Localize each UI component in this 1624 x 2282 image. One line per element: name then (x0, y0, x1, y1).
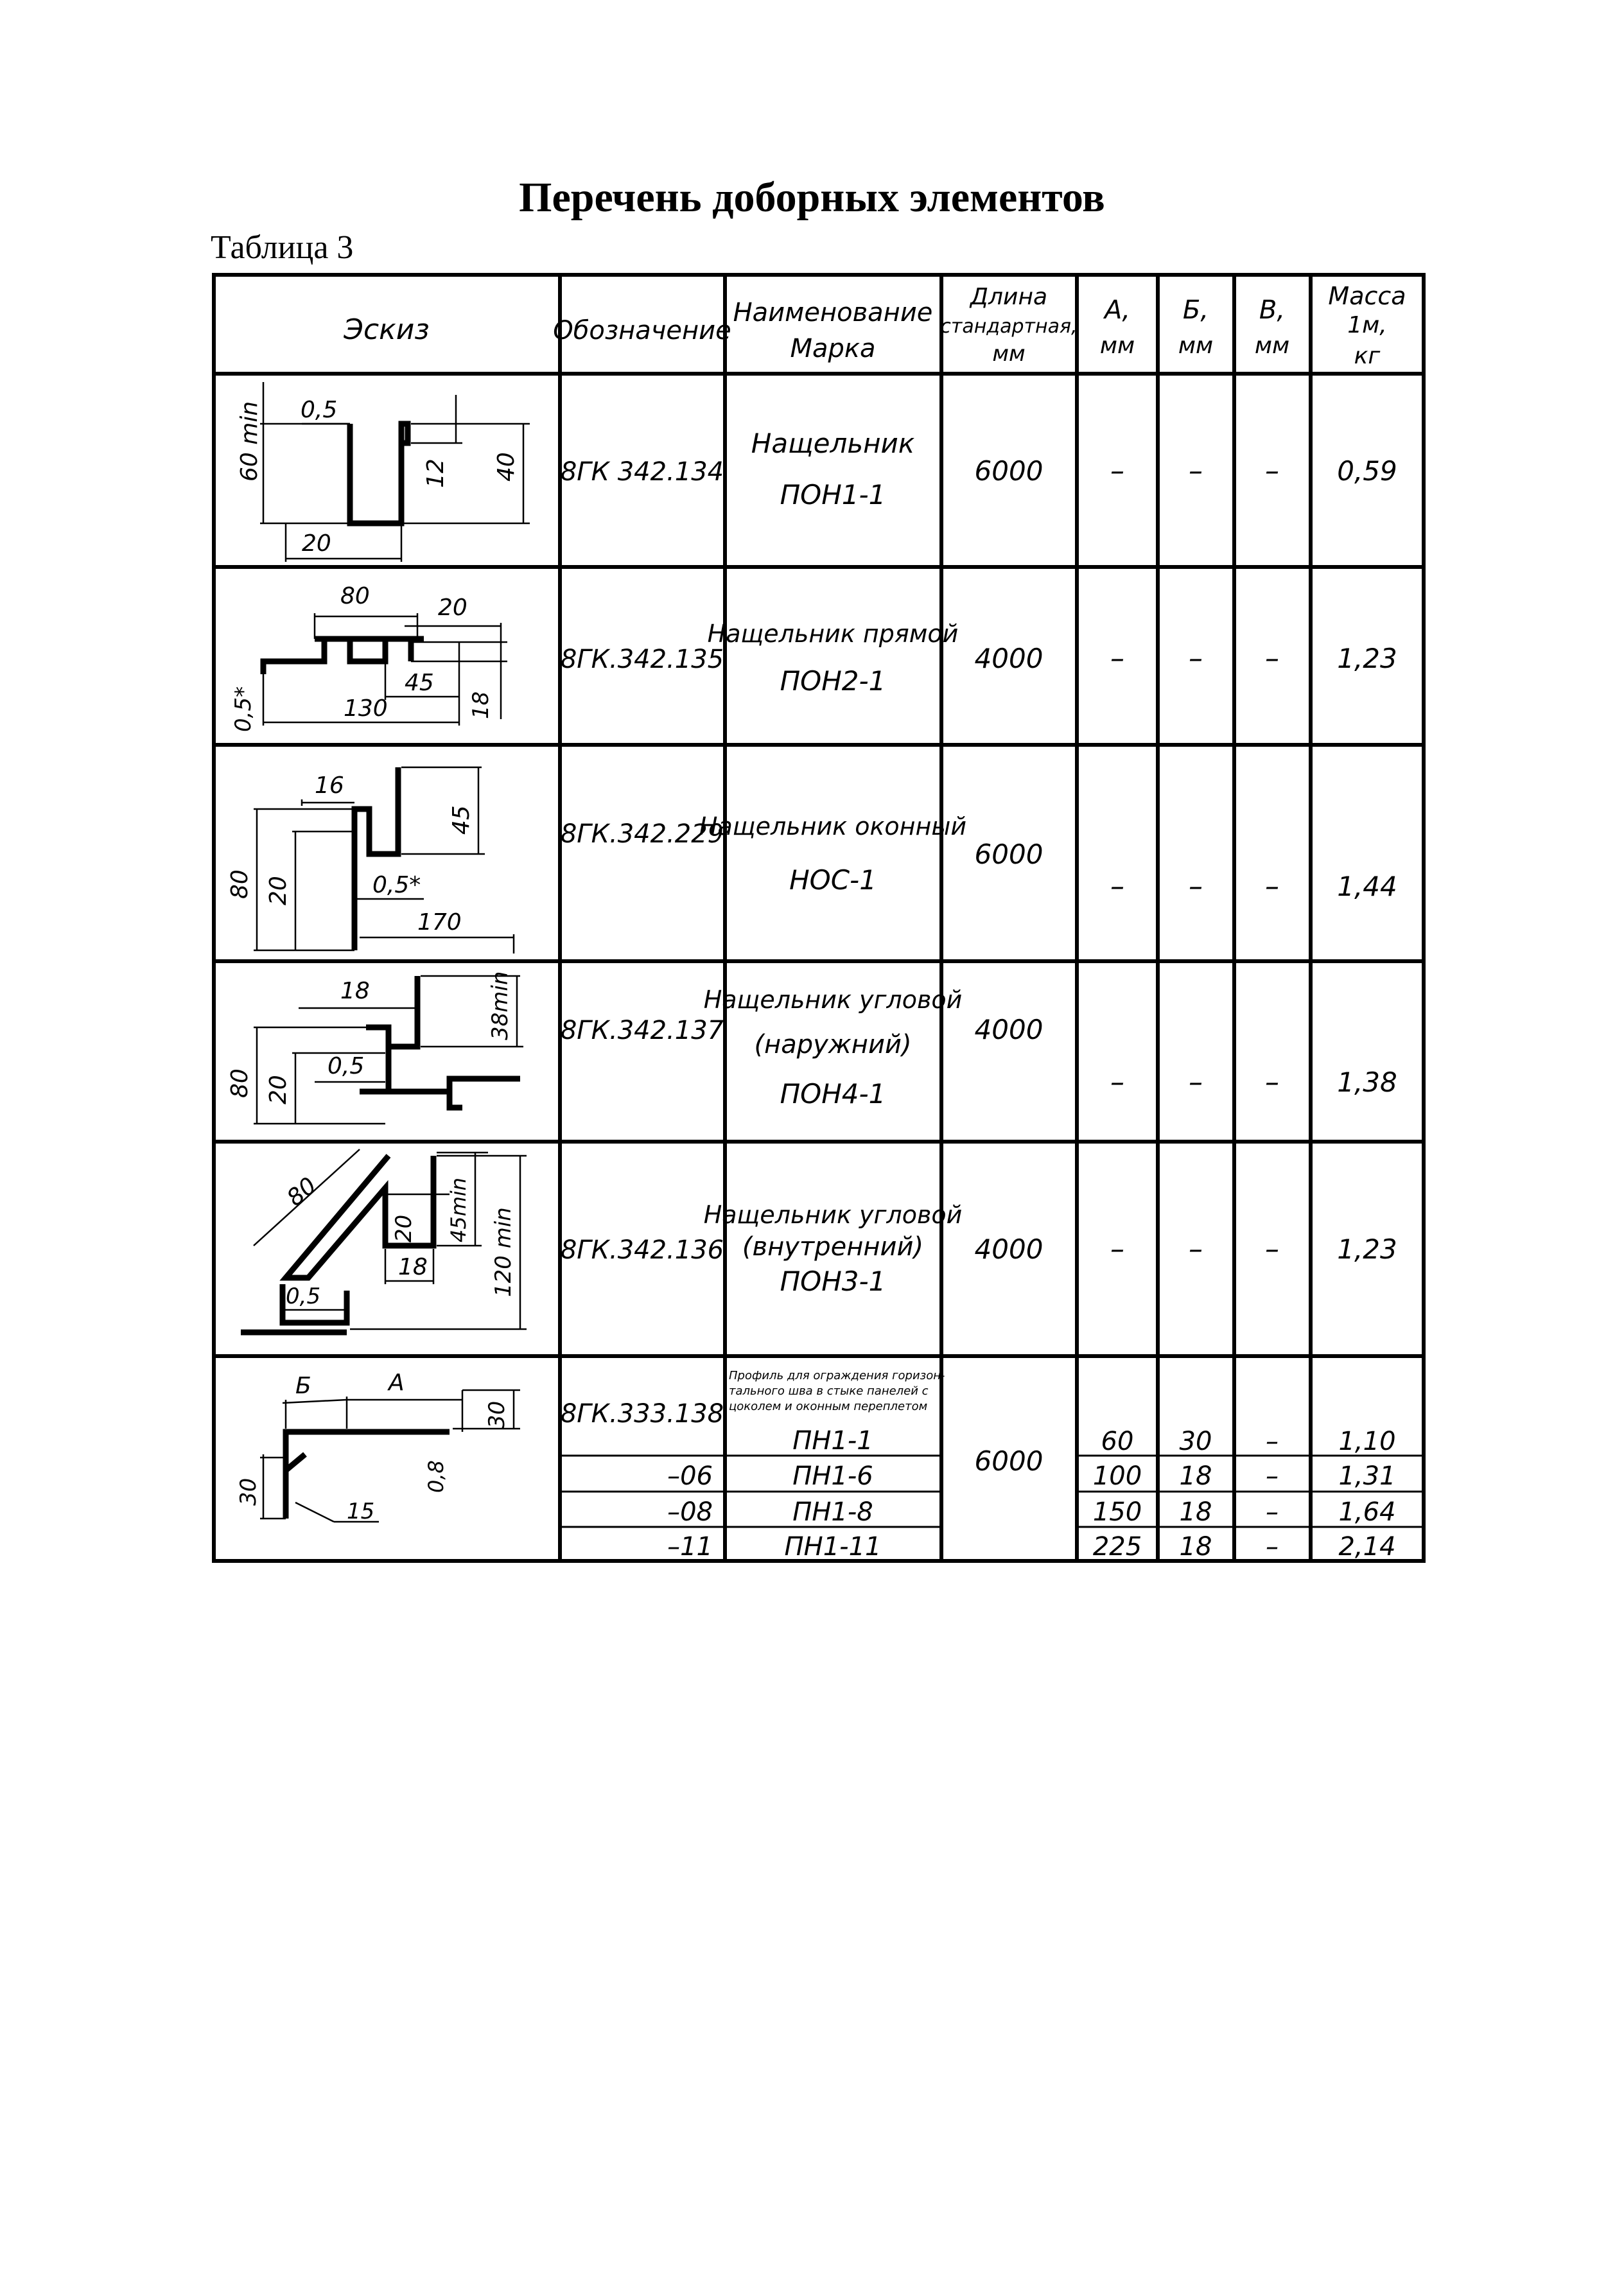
length-cell: 6000 (974, 455, 1043, 487)
v-cell: – (1265, 455, 1279, 487)
a-cell: 150 (1092, 1497, 1142, 1527)
name-cell-line2: (внутренний) (742, 1232, 924, 1262)
row-lines (214, 374, 1424, 1527)
name-cell: Нащельник угловой (703, 986, 963, 1014)
table-row (236, 1369, 1396, 1562)
sketch-dim: 170 (417, 909, 462, 936)
sub-row (667, 1532, 1395, 1562)
a-cell: – (1110, 1066, 1124, 1099)
mark-cell: ПН1-11 (784, 1532, 882, 1562)
name-cell-line2: тального шва в стыке панелей с (729, 1384, 929, 1398)
v-cell: – (1266, 1532, 1279, 1562)
header-a-line2: мм (1099, 333, 1135, 359)
header-mass-line2: 1м, (1347, 312, 1387, 338)
designation-cell: –08 (667, 1497, 713, 1527)
sketch-dim: 45 (448, 805, 475, 835)
sketch-dim: Б (295, 1373, 311, 1399)
sketch-dim: 38min (487, 971, 513, 1040)
mark-cell: ПН1-6 (792, 1461, 873, 1491)
b-cell: – (1189, 1066, 1203, 1099)
a-cell: – (1110, 870, 1124, 903)
mark-cell: ПОН2-1 (780, 665, 886, 697)
sketch-dim: 45min (446, 1177, 471, 1242)
sketch-dim: 30 (236, 1477, 261, 1506)
name-cell-line2: (наружний) (754, 1030, 912, 1059)
table-frame (214, 275, 1424, 1561)
mass-cell: 1,38 (1337, 1067, 1397, 1098)
header-length-line2: стандартная, (940, 315, 1078, 338)
header-name-line1: Наименование (733, 298, 933, 327)
b-cell: – (1189, 870, 1203, 903)
header-v-line1: В, (1259, 295, 1286, 325)
mark-cell: ПН1-1 (792, 1426, 873, 1456)
name-cell: Нащельник угловой (703, 1201, 963, 1229)
length-cell: 6000 (974, 1445, 1043, 1477)
mark-cell: ПН1-8 (792, 1497, 873, 1527)
name-cell: Нащельник оконный (699, 812, 967, 841)
a-cell: 60 (1101, 1427, 1134, 1456)
v-cell: – (1266, 1461, 1279, 1491)
v-cell: – (1266, 1427, 1279, 1456)
a-cell: 225 (1092, 1532, 1142, 1562)
length-cell: 6000 (974, 839, 1043, 870)
v-cell: – (1266, 1497, 1279, 1527)
sketch-dim: 12 (423, 458, 449, 488)
name-cell: Нащельник (751, 428, 915, 459)
header-length-line3: мм (992, 341, 1026, 367)
sketch-dim: 20 (302, 530, 331, 557)
b-cell: 30 (1179, 1427, 1212, 1456)
sketch-dim: 30 (484, 1400, 510, 1429)
length-cell: 4000 (974, 1233, 1043, 1265)
designation-cell: –11 (667, 1532, 713, 1562)
mass-cell: 1,31 (1338, 1461, 1396, 1491)
mass-cell: 1,23 (1337, 1233, 1397, 1265)
header-b-line2: мм (1178, 333, 1214, 359)
v-cell: – (1265, 642, 1279, 675)
a-cell: 100 (1092, 1461, 1142, 1491)
table-row (241, 1149, 1397, 1332)
sketch-dim: 80 (282, 1172, 322, 1212)
sketch-dim: 16 (315, 772, 344, 799)
b-cell: – (1189, 642, 1203, 675)
b-cell: 18 (1179, 1497, 1212, 1527)
header-sketch: Эскиз (344, 313, 430, 346)
mass-cell: 1,44 (1337, 871, 1397, 902)
mass-cell: 0,59 (1337, 455, 1397, 487)
sketch-dim: 20 (438, 595, 467, 621)
b-cell: – (1189, 1233, 1203, 1266)
sketch-dim: 130 (344, 695, 388, 722)
mass-cell: 2,14 (1338, 1532, 1396, 1562)
sketch-dim: 18 (398, 1254, 428, 1280)
sketch-dim: 80 (227, 1068, 253, 1098)
designation-cell: 8ГК.333.138 (560, 1399, 724, 1429)
sketch-dim: 80 (227, 869, 253, 899)
designation-cell: 8ГК.342.136 (560, 1235, 724, 1265)
table-row (227, 767, 1397, 954)
v-cell: – (1265, 870, 1279, 903)
header-mass-line1: Масса (1328, 282, 1406, 310)
header-b-line1: Б, (1182, 295, 1209, 325)
mark-cell: НОС-1 (789, 864, 877, 896)
name-cell-line3: цоколем и оконным переплетом (729, 1400, 928, 1413)
designation-cell: 8ГК 342.134 (560, 457, 724, 487)
table-row (236, 382, 1397, 562)
mass-cell: 1,64 (1338, 1497, 1396, 1527)
designation-cell: 8ГК.342.137 (560, 1016, 724, 1045)
sketch-dim: А (389, 1370, 405, 1396)
mass-cell: 1,10 (1338, 1427, 1396, 1456)
sketch-dim: 0,5 (301, 397, 338, 423)
sketch-row-1 (236, 382, 530, 562)
sketch-row-6 (236, 1370, 520, 1524)
sketch-dim: 0,5* (231, 686, 256, 732)
table-row (231, 583, 1397, 732)
sketch-dim: 0,5* (372, 872, 421, 898)
header-v-line2: мм (1254, 333, 1290, 359)
header-designation: Обозначение (553, 316, 731, 345)
length-cell: 4000 (974, 643, 1043, 674)
sketch-dim: 40 (493, 452, 520, 482)
header-a-line1: А, (1104, 295, 1131, 325)
table-header (343, 282, 1406, 369)
a-cell: – (1110, 642, 1124, 675)
mass-cell: 1,23 (1337, 643, 1397, 674)
designation-cell: 8ГК.342.229 (560, 819, 724, 849)
page-title: Перечень доборных элементов (519, 174, 1105, 221)
sketch-row-2 (231, 583, 507, 732)
b-cell: – (1189, 455, 1203, 487)
sketch-row-3 (227, 767, 514, 954)
designation-cell: 8ГК.342.135 (560, 645, 724, 674)
sketch-dim: 0,8 (424, 1460, 448, 1493)
header-length-line1: Длина (970, 284, 1048, 310)
v-cell: – (1265, 1233, 1279, 1266)
sketch-row-5 (241, 1149, 527, 1332)
sketch-dim: 80 (340, 583, 370, 609)
sketch-dim: 20 (265, 1075, 292, 1104)
sub-row (667, 1497, 1395, 1527)
sub-row (561, 1369, 1396, 1456)
sketch-dim: 18 (468, 691, 494, 719)
sketch-dim: 20 (391, 1214, 417, 1242)
table-row (227, 971, 1397, 1124)
mark-cell: ПОН3-1 (780, 1266, 886, 1297)
designation-cell: –06 (667, 1461, 713, 1491)
sketch-dim: 20 (265, 876, 292, 905)
sketch-row-4 (227, 971, 523, 1124)
b-cell: 18 (1179, 1532, 1212, 1562)
a-cell: – (1110, 455, 1124, 487)
table-label: Таблица 3 (211, 229, 354, 266)
mark-cell: ПОН4-1 (780, 1078, 886, 1110)
name-cell: Профиль для ограждения горизон- (729, 1369, 945, 1382)
header-name-line2: Марка (790, 334, 876, 363)
mark-cell: ПОН1-1 (780, 479, 886, 510)
v-cell: – (1265, 1066, 1279, 1099)
header-mass-line3: кг (1354, 343, 1381, 369)
a-cell: – (1110, 1233, 1124, 1266)
sketch-dim: 60 min (236, 401, 263, 482)
b-cell: 18 (1179, 1461, 1212, 1491)
sketch-dim: 45 (405, 670, 434, 696)
sketch-dim: 15 (347, 1499, 375, 1524)
sketch-dim: 0,5 (286, 1284, 321, 1309)
length-cell: 4000 (974, 1014, 1043, 1045)
sketch-dim: 0,5 (327, 1053, 365, 1079)
sketch-dim: 18 (340, 978, 370, 1004)
sketch-dim: 120 min (491, 1207, 516, 1297)
name-cell: Нащельник прямой (707, 620, 959, 648)
